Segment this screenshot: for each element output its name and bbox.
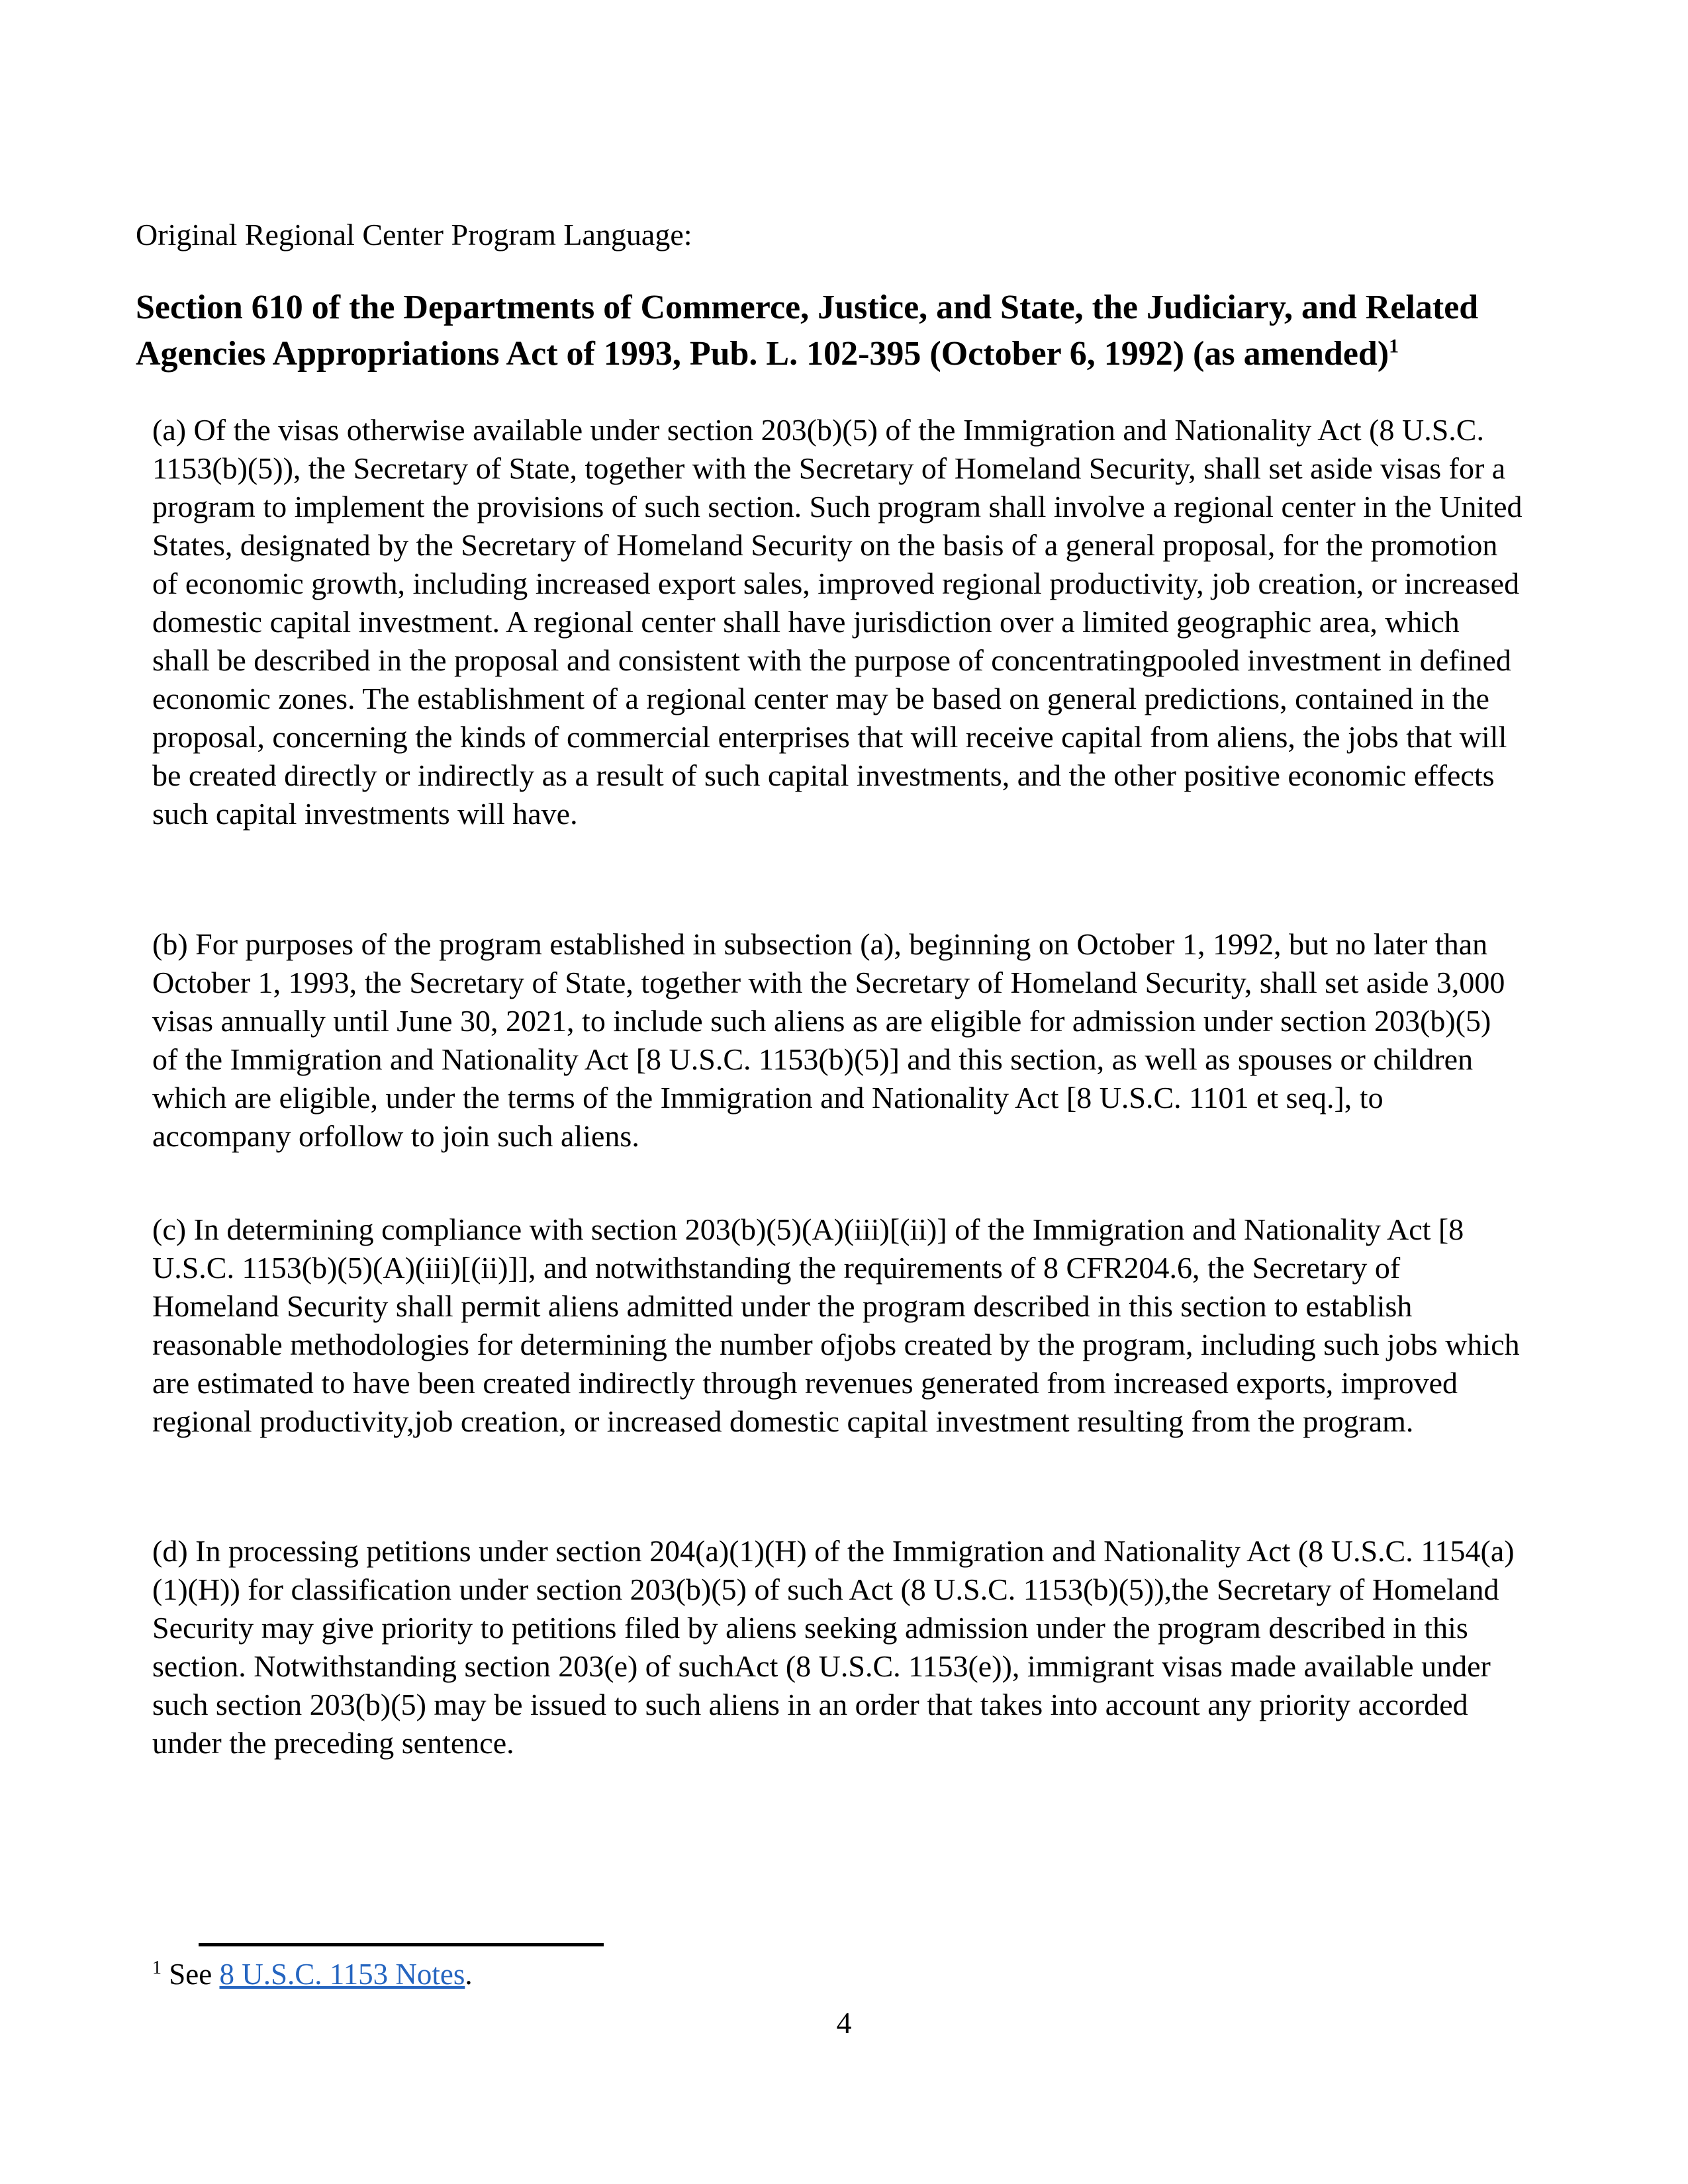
paragraph-a: (a) Of the visas otherwise available under section 203(b)(5) of the Immigration and Nationality Act (8 U.S.C. 1153(b)(5)), the Secretary of State, together with the Secretary of Homeland Security, shall set aside visas for a program to implement the provisions of such section. Such program shall involve a regional center in the United States, designated by the Secretary of Homeland Security on the basis of a general proposal, for the promotion of economic growth, including increased export sales, improved regional productivity, job creation, or increased domestic capital investment. A regional center shall have jurisdiction over a limited geographic area, which shall be described in the proposal and consistent with the purpose of concentratingpooled investment in defined economic zones. The establishment of a regional center may be based on general predictions, contained in the proposal, concerning the kinds of commercial enterprises that will receive capital from aliens, the jobs that will be created directly or indirectly as a result of such capital investments, and the other positive economic effects such capital investments will have. <box>152 413 1523 831</box>
intro-line: Original Regional Center Program Language: <box>136 218 692 251</box>
footnote <box>152 1956 1542 1992</box>
footnote-separator-rule <box>199 1943 604 1946</box>
paragraph-c: (c) In determining compliance with section 203(b)(5)(A)(iii)[(ii)] of the Immigration and Nationality Act [8 U.S.C. 1153(b)(5)(A)(iii)[(ii)]], and notwithstanding the requirements of 8 CFR204.6, the Secretary of Homeland Security shall permit aliens admitted under the program described in this section to establish reasonable methodologies for determining the number ofjobs created by the program, including such jobs which are estimated to have been created indirectly through revenues generated from increased exports, improved regional productivity,job creation, or increased domestic capital investment resulting from the program. <box>152 1212 1520 1438</box>
paragraph-b: (b) For purposes of the program established in subsection (a), beginning on October 1, 1992, but no later than October 1, 1993, the Secretary of State, together with the Secretary of Homeland Security, shall set aside 3,000 visas annually until June 30, 2021, to include such aliens as are eligible for admission under section 203(b)(5) of the Immigration and Nationality Act [8 U.S.C. 1153(b)(5)] and this section, as well as spouses or children which are eligible, under the terms of the Immigration and Nationality Act [8 U.S.C. 1101 et seq.], to accompany orfollow to join such aliens. <box>152 927 1505 1153</box>
footnote-period: . <box>465 1958 473 1991</box>
section-heading-line1: Section 610 of the Departments of Commerce, Justice, and State, the Judiciary, and Related <box>136 289 1479 326</box>
footnote-text: See <box>169 1958 212 1991</box>
heading-footnote-ref: 1 <box>1389 335 1399 357</box>
section-heading-line2: Agencies Appropriations Act of 1993, Pub. L. 102-395 (October 6, 1992) (as amended) <box>136 335 1389 373</box>
paragraph-d: (d) In processing petitions under section 204(a)(1)(H) of the Immigration and Nationality Act (8 U.S.C. 1154(a)(1)(H)) for classification under section 203(b)(5) of such Act (8 U.S.C. 1153(b)(5)),the Secretary of Homeland Security may give priority to petitions filed by aliens seeking admission under the program described in this section. Notwithstanding section 203(e) of suchAct (8 U.S.C. 1153(e)), immigrant visas made available under such section 203(b)(5) may be issued to such aliens in an order that takes into account any priority accorded under the preceding sentence. <box>152 1534 1515 1760</box>
footnote-marker: 1 <box>152 1958 162 1978</box>
page-number: 4 <box>836 2006 852 2040</box>
section-heading <box>136 285 1671 377</box>
footnote-link[interactable]: 8 U.S.C. 1153 Notes <box>219 1958 465 1991</box>
